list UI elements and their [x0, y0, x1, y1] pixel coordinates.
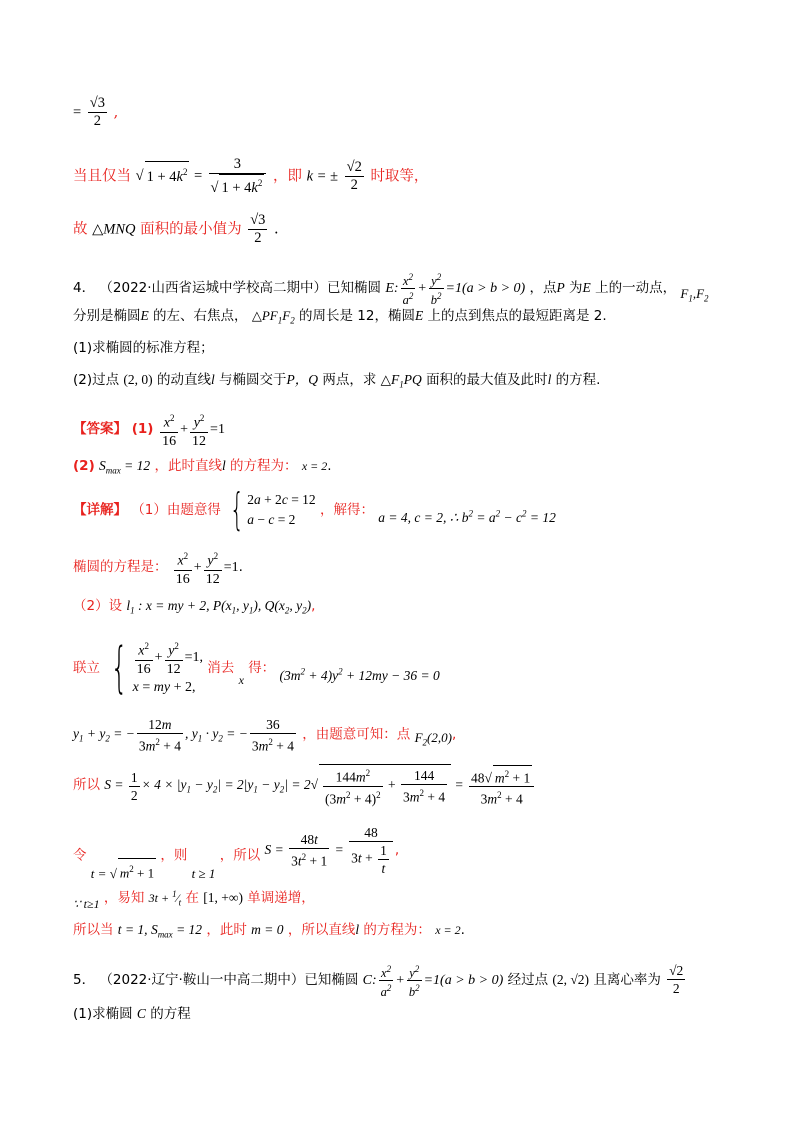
text-fenbie: 分别是椭圆 — [73, 308, 141, 324]
substitution: 令 t = √ $m^2 + 1$ ，则 t ≥ 1 ，所以 S = $\frac{48t}{3t^2 + 1}$ = 48 3t + $\frac{1}{t}$ , — [73, 830, 399, 883]
text-suoyi-2: ，所以 — [219, 847, 261, 864]
text-dongdian: 上的一动点， — [595, 279, 677, 296]
text-ji: ，即 — [272, 168, 302, 185]
area-expression: 所以 S = $\frac{1}{2}$ × $4 \times |y_1 - y_2| = 2|y_1 - y_2| = 2√$ $\frac{144m^2}{(3m^2 + 4)^2}$ + $\frac{144}{3m^2 + 4}$ = $\frac{48√ m^2 + 1}{3m^2 + 4}$ — [73, 764, 536, 808]
line-min-area: 故 △MNQ 面积的最小值为 $\frac{√3}{2}$ . — [73, 212, 279, 246]
text-zai: 在 — [185, 890, 199, 906]
text-dongzhixian: 的动直线 — [156, 372, 211, 388]
equals-sign: = — [73, 104, 82, 121]
text-lixinlv: 且离心率为 — [593, 971, 661, 988]
text-fangchengwei-2: 的方程为： — [363, 922, 431, 938]
text-jiaoyu: 与椭圆交于 — [219, 372, 287, 388]
text-dian: ，点 — [529, 279, 557, 296]
text-min-area: 面积的最小值为 — [140, 221, 242, 238]
problem-4-line2: 分别是椭圆E 的左、右焦点， $\triangle PF_1F_2$ 的周长是 12，椭圆E 上的点到焦点的最短距离是 2. — [73, 308, 607, 326]
text-she: （2）设 — [73, 598, 123, 614]
answer-1: 【答案】 (1) $\frac{x^2}{16}$ + $\frac{y^2}{12}$ =1 — [73, 410, 225, 450]
text-youtiyikezhi: ，由题意可知：点 — [302, 726, 411, 743]
monotonic-note: ∵ t≥1 ，易知 $3t + ^1⁄_t$ 在 [1, +∞) 单调递增， — [73, 889, 315, 911]
answer-part-1: (1) — [131, 421, 154, 438]
text-ze: ，则 — [160, 847, 188, 864]
answer-tag: 【答案】 — [73, 421, 127, 438]
text-youtiyi: （1）由题意得 — [131, 502, 221, 518]
text-cishi-2: ，此时 — [206, 922, 247, 938]
text-lianli: 联立 — [73, 659, 100, 676]
text-shiqudeng: 时取等， — [370, 168, 429, 185]
text-shortest: 上的点到焦点的最短距离是 2. — [427, 308, 607, 324]
detail-2-setup: （2）设 $l_1$ : x = my + 2, $P(x_1$, $y_1$), $Q(x_2$, $y_2$), — [73, 598, 316, 616]
frac-den: 2 — [93, 113, 102, 129]
text-jingguodian: 经过点 — [507, 971, 549, 988]
text-wei: 为 — [569, 279, 583, 296]
detail-tag: 【详解】 — [73, 502, 127, 518]
answer-part-2: (2) — [73, 458, 95, 474]
fraction-3-over-sqrt: $\frac{3}{√ 1 + 4k^2}$ — [209, 156, 267, 197]
detail-1: 【详解】 （1）由题意得 { 2a + 2c = 12 a − c = 2 ，解得： a = 4, c = 2, ∴ $b^2 = a^2 - c^2 = 12$ — [73, 484, 556, 535]
simultaneous-equations: 联立 { $\frac{x^2}{16}$ + $\frac{y^2}{12}$ =1, x = my + 2, 消去 x 得： $(3m^2 + 4)y^2 + 12my - 36 = 0$ — [73, 635, 440, 699]
text-dandiao: 单调递增， — [247, 890, 315, 906]
fraction-root3-over-2 — [88, 95, 107, 130]
text-dangqiejindang: 当且仅当 — [73, 168, 131, 185]
line-equality-condition: 当且仅当 √ $1 + 4k^2$ = $\frac{3}{√ 1 + 4k^2}$ ，即 k = ± $\frac{√2}{2}$ 时取等， — [73, 156, 429, 196]
text-qiutuoyuan: (1)求椭圆 — [73, 1006, 133, 1022]
text-xiaoqu: 消去 — [207, 659, 235, 676]
final-conclusion: 所以当 t = 1, $S_{max} = 12$ ，此时 m = 0 ，所以直线l 的方程为： x = 2. — [73, 922, 465, 940]
text-fangchengwei: 的方程为： — [230, 458, 298, 474]
text-jiede: ，解得： — [319, 502, 374, 518]
text-de: 得： — [248, 659, 276, 676]
problem-number-5: 5． — [73, 971, 96, 988]
question-2: (2)过点 (2, 0) 的动直线l 与椭圆交于P，Q 两点，求 $\triangle F_1PQ$ 面积的最大值及此时l 的方程. — [73, 372, 601, 390]
text-perimeter: 的周长是 12，椭圆 — [298, 308, 415, 324]
text-max-area: 面积的最大值及此时 — [426, 372, 548, 388]
problem-source-5: （2022·辽宁·鞍山一中高二期中）已知椭圆 — [99, 971, 359, 988]
problem-source: （2022·山西省运城中学校高二期中）已知椭圆 — [99, 279, 382, 296]
text-gu: 故 — [73, 221, 88, 238]
period: . — [274, 221, 279, 238]
text-tuoyuan-fangcheng: 椭圆的方程是： — [73, 559, 168, 576]
text-guodian: (2)过点 — [73, 372, 120, 388]
text-ling: 令 — [73, 847, 87, 864]
text-yizhi: ，易知 — [103, 890, 145, 906]
text-suoyizhixian: ，所以直线 — [287, 922, 356, 938]
text-liangdian: 两点，求 — [322, 372, 377, 388]
text-suoyi: 所以 — [73, 777, 100, 794]
text-cishi: ，此时直线 — [154, 458, 222, 474]
text-suoyidang: 所以当 — [73, 922, 114, 938]
line-result-fraction — [73, 95, 118, 130]
problem-5-statement: 5． （2022·辽宁·鞍山一中高二期中）已知椭圆 C: $\frac{x^2}{a^2}$ + $\frac{y^2}{b^2}$ =1(a > b > 0) 经过点 (2, √2) 且离心率为 $\frac{√2}{2}$ — [73, 963, 684, 1000]
vieta-sum-product: $y_1 + y_2$ = − $\frac{12m}{3m^2 + 4}$ , $y_1 \cdot y_2$ = − $\frac{36}{3m^2 + 4}$ ，由题意可知：点 $F_2(2,0)$, — [73, 717, 457, 754]
text-defangcheng: 的方程 — [150, 1006, 191, 1022]
frac-num: √3 — [89, 95, 106, 111]
problem-4-statement: 4． （2022·山西省运城中学校高二期中）已知椭圆 E: $\frac{x^2}{a^2}$ + $\frac{y^2}{b^2}$ =1(a > b > 0) ，点P 为E 上的一动点， $F_1,F_2$ — [73, 272, 709, 308]
text-foci: 的左、右焦点， — [153, 308, 248, 324]
text-fangcheng: 的方程. — [555, 372, 601, 388]
answer-2: (2) $S_{max} = 12$ ，此时直线l 的方程为： x = 2. — [73, 458, 332, 476]
comma: , — [113, 104, 119, 121]
problem-5-question-1: (1)求椭圆 C 的方程 — [73, 1006, 191, 1022]
problem-number: 4． — [73, 279, 96, 296]
ellipse-equation: 椭圆的方程是： $\frac{x^2}{16}$ + $\frac{y^2}{12}$ =1. — [73, 548, 243, 588]
question-1: (1)求椭圆的标准方程； — [73, 340, 214, 356]
